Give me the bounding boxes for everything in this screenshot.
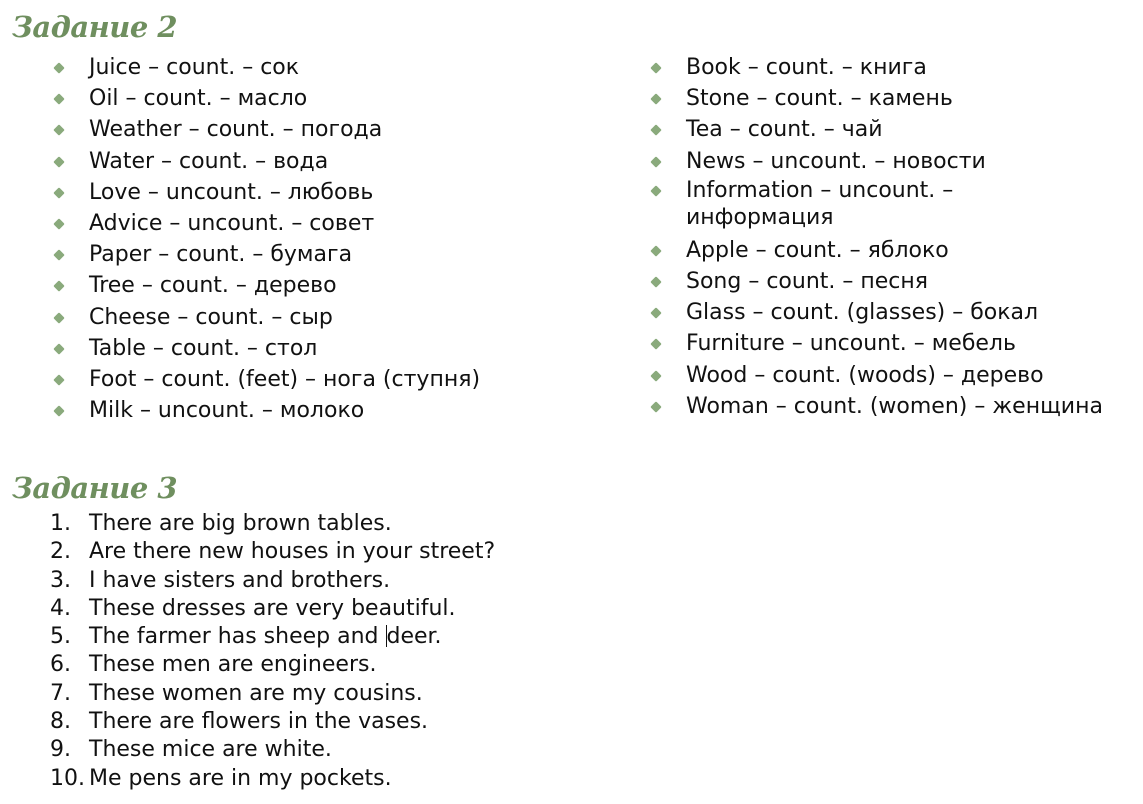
list-item: Information – uncount. – информация — [649, 177, 1086, 235]
list-item: Juice – count. – сок — [52, 52, 480, 83]
diamond-bullet-icon — [650, 125, 661, 136]
diamond-bullet-icon — [53, 187, 64, 198]
list-item: Glass – count. (glasses) – бокал — [649, 297, 1103, 328]
diamond-bullet-icon — [650, 401, 661, 412]
list-item: Foot – count. (feet) – нога (ступня) — [52, 364, 480, 395]
item-number: 9. — [50, 737, 71, 763]
list-item: Woman – count. (women) – женщина — [649, 391, 1103, 422]
list-item: Tea – count. – чай — [649, 114, 1103, 145]
diamond-bullet-icon — [650, 370, 661, 381]
item-number: 8. — [50, 709, 71, 735]
list-item: Furniture – uncount. – мебель — [649, 328, 1103, 359]
diamond-bullet-icon — [53, 312, 64, 323]
item-number: 3. — [50, 567, 71, 593]
diamond-bullet-icon — [53, 281, 64, 292]
list-item: Water – count. – вода — [52, 146, 480, 177]
item-number: 6. — [50, 652, 71, 678]
task-3-heading: Задание 3 — [12, 471, 178, 505]
list-item: 9. These mice are white. — [50, 736, 495, 764]
task-2-left-list — [52, 52, 480, 426]
diamond-bullet-icon — [650, 62, 661, 73]
list-item: Book – count. – книга — [649, 52, 1103, 83]
diamond-bullet-icon — [53, 125, 64, 136]
diamond-bullet-icon — [53, 94, 64, 105]
diamond-bullet-icon — [650, 245, 661, 256]
list-item: Song – count. – песня — [649, 266, 1103, 297]
task-3-numbered-list — [50, 510, 495, 793]
list-item: Tree – count. – дерево — [52, 270, 480, 301]
list-item: 10. Me pens are in my pockets. — [50, 765, 495, 793]
list-item: Weather – count. – погода — [52, 114, 480, 145]
list-item: Table – count. – стол — [52, 333, 480, 364]
task-2-heading: Задание 2 — [12, 10, 178, 44]
item-number: 2. — [50, 539, 71, 565]
diamond-bullet-icon — [650, 339, 661, 350]
list-item: Advice – uncount. – совет — [52, 208, 480, 239]
diamond-bullet-icon — [53, 250, 64, 261]
list-item: 2. Are there new houses in your street? — [50, 538, 495, 566]
diamond-bullet-icon — [53, 406, 64, 417]
diamond-bullet-icon — [650, 156, 661, 167]
list-item: Cheese – count. – сыр — [52, 302, 480, 333]
item-number: 10. — [50, 765, 85, 791]
diamond-bullet-icon — [53, 374, 64, 385]
list-item: Paper – count. – бумага — [52, 239, 480, 270]
item-number: 4. — [50, 595, 71, 621]
list-item: Stone – count. – камень — [649, 83, 1103, 114]
list-item: Oil – count. – масло — [52, 83, 480, 114]
item-number: 1. — [50, 511, 71, 536]
list-item: Apple – count. – яблоко — [649, 235, 1103, 266]
diamond-bullet-icon — [650, 276, 661, 287]
list-item: 3. I have sisters and brothers. — [50, 567, 495, 595]
list-item: 1. There are big brown tables. — [50, 510, 495, 538]
list-item: Wood – count. (woods) – дерево — [649, 360, 1103, 391]
list-item: 5. The farmer has sheep and deer. — [50, 623, 495, 651]
diamond-bullet-icon — [53, 156, 64, 167]
list-item: Love – uncount. – любовь — [52, 177, 480, 208]
list-item: 4. These dresses are very beautiful. — [50, 595, 495, 623]
task-2-right-list — [649, 52, 1103, 422]
diamond-bullet-icon — [650, 94, 661, 105]
diamond-bullet-icon — [53, 218, 64, 229]
diamond-bullet-icon — [650, 308, 661, 319]
diamond-bullet-icon — [53, 62, 64, 73]
diamond-bullet-icon — [650, 185, 661, 196]
list-item: 7. These women are my cousins. — [50, 680, 495, 708]
list-item: 6. These men are engineers. — [50, 651, 495, 679]
list-item: 8. There are flowers in the vases. — [50, 708, 495, 736]
diamond-bullet-icon — [53, 343, 64, 354]
list-item: Milk – uncount. – молоко — [52, 395, 480, 426]
item-number: 7. — [50, 680, 71, 706]
list-item: News – uncount. – новости — [649, 146, 1103, 177]
item-number: 5. — [50, 624, 71, 650]
